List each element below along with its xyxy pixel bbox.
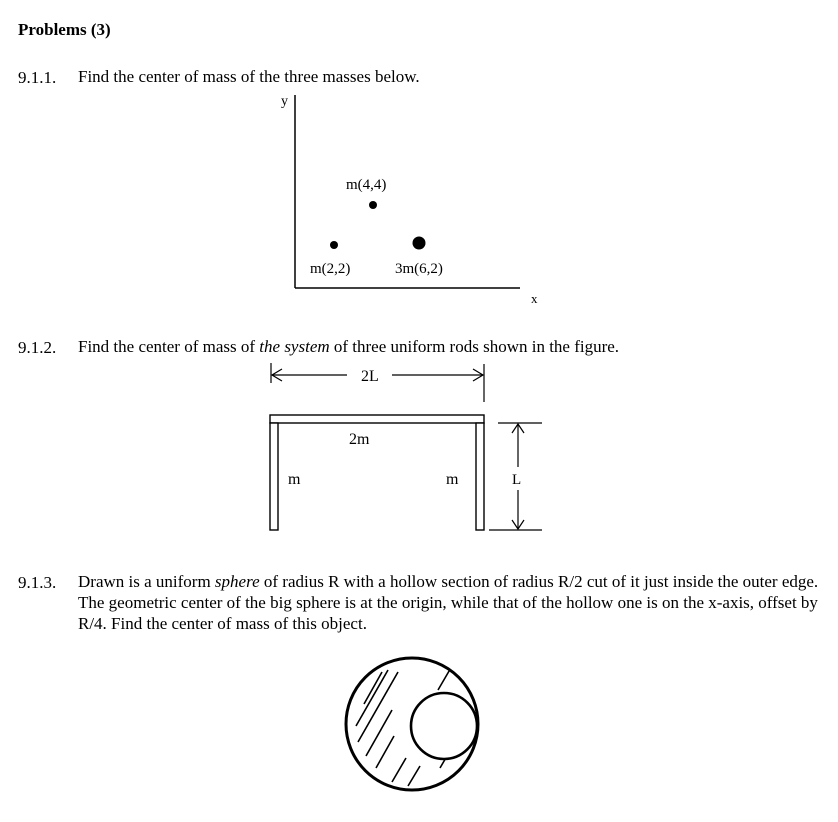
top-rod <box>270 415 484 423</box>
mass-point-m-4-4 <box>369 201 377 209</box>
y-axis-label: y <box>281 94 288 109</box>
problem-2-text: Find the center of mass of the system of three uniform rods shown in the figure. <box>78 337 620 356</box>
left-rod-mass-label: m <box>288 471 301 488</box>
right-rod-mass-label: m <box>446 471 459 488</box>
problem-2-emphasis: the system <box>259 337 330 356</box>
mass-label-3m-6-2: 3m(6,2) <box>395 261 443 277</box>
mass-point-m-2-2 <box>330 241 338 249</box>
right-rod <box>476 423 484 530</box>
width-label-2l: 2L <box>361 368 379 385</box>
top-rod-mass-label: 2m <box>349 431 370 448</box>
mass-label-m-4-4: m(4,4) <box>346 177 387 193</box>
left-rod <box>270 423 278 530</box>
problem-1-text: Find the center of mass of the three masses below. <box>78 67 420 86</box>
problem-3-emphasis: sphere <box>214 572 260 591</box>
problem-2-number: 9.1.2. <box>18 338 57 357</box>
sphere-diagram <box>346 658 478 790</box>
problem-3-text: Drawn is a uniform sphere of radius R with a hollow section of radius R/2 cut of it just inside the outer edge. The geometric center of the big sphere is at the origin, while that of the hollow one is on the x-axis, offset by R/4. Find the center of mass of this object. <box>78 572 819 633</box>
problem-3-number: 9.1.3. <box>18 573 57 592</box>
x-axis-label: x <box>531 291 538 306</box>
problem-1-number: 9.1.1. <box>18 68 57 87</box>
mass-point-3m-6-2 <box>413 237 426 250</box>
hollow-section <box>411 693 477 759</box>
section-heading: Problems (3) <box>18 20 111 39</box>
rods-diagram <box>270 363 542 530</box>
mass-diagram <box>281 94 538 306</box>
mass-label-m-2-2: m(2,2) <box>310 261 351 277</box>
height-label-l: L <box>512 472 522 488</box>
